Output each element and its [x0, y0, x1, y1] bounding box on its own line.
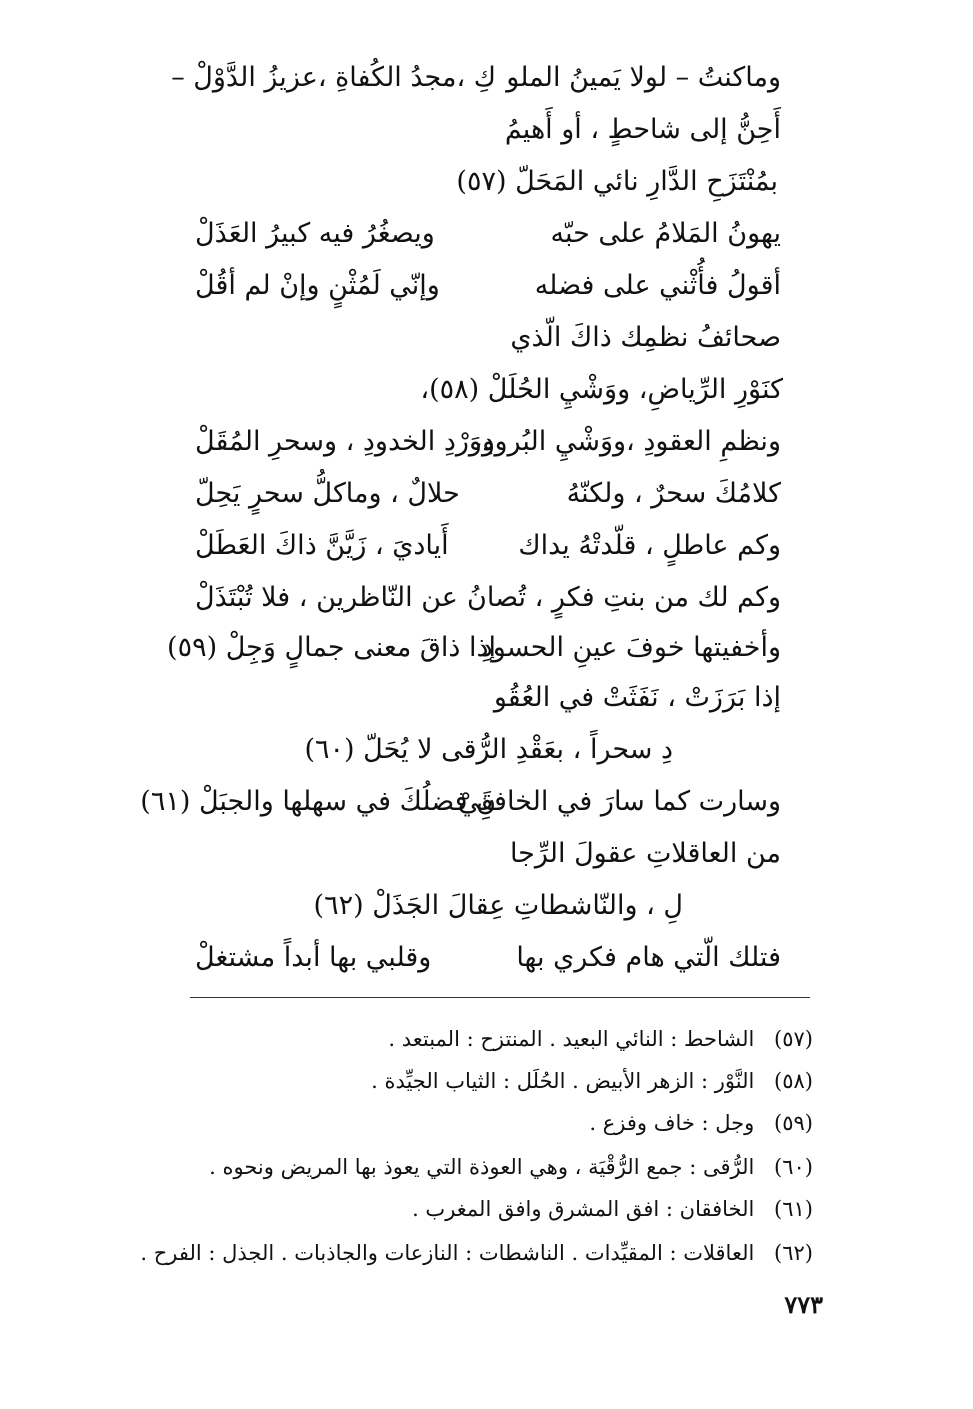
footnote-58 [93, 1064, 813, 1098]
verse-18-first-hemistich: فتلك الّتي هام فكري بها [516, 942, 781, 973]
verse-3 [188, 160, 778, 204]
footnote-number: (٥٨) [774, 1069, 813, 1093]
verse-9 [191, 472, 781, 516]
footnote-59 [93, 1106, 813, 1140]
verse-4-first-hemistich: يهونُ المَلامُ على حبّه [550, 218, 781, 249]
footnote-text: العاقلات : المقيِّدات . الناشطات : النازعات والجاذبات . الجذل : الفرح . [140, 1241, 755, 1265]
verse-12-first-hemistich: وأخفيتها خوفَ عينِ الحسودِ [480, 632, 781, 663]
verse-1 [171, 56, 781, 100]
verse-11-first-hemistich: وكم لك من بنتِ فكرٍ ، تُصانُ [467, 582, 781, 613]
verse-11 [191, 576, 781, 620]
footnote-57 [93, 1022, 813, 1056]
verse-15-first-hemistich: وسارت كما سارَ في الخافقَيْ [457, 786, 781, 817]
verse-15-second-hemistich: نِ فضلُكَ في سهلها والجبَلْ (٦١) [140, 786, 496, 817]
footnote-text: الخافقان : افق المشرق وافق المغرب . [412, 1197, 755, 1221]
verse-8-second-hemistich: ووَرْدِ الخدودِ ، وسحرِ المُقَلْ [195, 426, 496, 457]
verse-14 [83, 728, 673, 772]
verse-8 [191, 420, 781, 464]
page-number: ٧٧٣ [784, 1290, 823, 1319]
verse-13 [191, 676, 781, 720]
verse-10 [191, 524, 781, 568]
verse-5 [191, 264, 781, 308]
verse-9-first-hemistich: كلامُكَ سحرٌ ، ولكنّهُ [566, 478, 781, 509]
verse-4-second-hemistich: ويصغُرُ فيه كبيرُ العَذَلْ [195, 218, 435, 249]
verse-17 [93, 884, 683, 928]
verse-1-second-hemistich: كِ ،مجدُ الكُفاةِ ،عزيزُ الدَّوْلْ – [171, 62, 496, 93]
footnote-61 [93, 1192, 813, 1226]
verse-10-first-hemistich: وكم عاطلٍ ، قلّدتْهُ يداك [518, 530, 781, 561]
verse-2-text: أَحِنُّ إلى شاحطٍ ، أو أَهيمُ [504, 114, 781, 145]
verse-10-second-hemistich: أَياديَ ، زَيَّنَّ ذاكَ العَطَلْ [195, 530, 449, 561]
footnote-number: (٥٩) [774, 1111, 813, 1135]
verse-1-first-hemistich: وماكنتُ – لولا يَمينُ الملو [506, 62, 781, 93]
verse-13-text: إذا بَرَزَتْ ، نَفَثَتْ في العُقُو [493, 682, 781, 713]
verse-18-second-hemistich: وقلبي بها أبداً مشتغلْ [195, 942, 432, 973]
verse-6 [191, 316, 781, 360]
verse-7-text: كنَوْرِ الرِّياضِ، ووَشْيِ الحُلَلْ (٥٨)، [420, 374, 783, 405]
verse-5-second-hemistich: وإنّي لَمُثْنٍ وإنْ لم أقُلْ [195, 270, 440, 301]
footnote-text: الشاحط : النائي البعيد . المنتزح : المبتعد . [388, 1027, 755, 1051]
verse-14-text: دِ سحراً ، بعَقْدِ الرُّقى لا يُحَلّ (٦٠) [304, 734, 673, 765]
verse-15 [140, 780, 781, 824]
verse-11-second-hemistich: عن النّاظرين ، فلا تُبْتَذَلْ [195, 582, 458, 613]
verse-12 [167, 626, 781, 670]
verse-8-first-hemistich: ونظمِ العقودِ ،ووَشْيِ البُرودِ، [473, 426, 781, 457]
footnote-number: (٦٢) [774, 1241, 813, 1265]
verse-6-text: صحائفُ نظمِك ذاكَ الّذي [510, 322, 781, 353]
footnote-number: (٥٧) [774, 1027, 813, 1051]
footnote-62 [93, 1236, 813, 1270]
verse-18 [191, 936, 781, 980]
footnote-number: (٦٠) [774, 1155, 813, 1179]
verse-12-second-hemistich: إذا ذاقَ معنى جمالٍ وَجِلْ (٥٩) [167, 632, 496, 663]
verse-3-text: بمُنْتَزَحِ الدَّارِ نائي المَحَلّ (٥٧) [456, 166, 778, 197]
footnote-text: النَّوْر : الزهر الأبيض . الحُلَل : الثياب الجيِّدة . [371, 1069, 755, 1093]
footnote-number: (٦١) [774, 1197, 813, 1221]
verse-7 [193, 368, 783, 412]
verse-2 [191, 108, 781, 152]
verse-17-text: لِ ، والنّاشطاتِ عِقالَ الجَذَلْ (٦٢) [313, 890, 683, 921]
verse-9-second-hemistich: حلالٌ ، وماكلُّ سحرٍ يَحِلّ [195, 478, 460, 509]
verse-4 [191, 212, 781, 256]
verse-16-text: من العاقلاتِ عقولَ الرِّجا [509, 838, 781, 869]
footnote-text: وجل : خاف وفزع . [589, 1111, 755, 1135]
verse-16 [191, 832, 781, 876]
footnote-text: الرُّقى : جمع الرُّقْيَة ، وهي العوذة التي يعوذ بها المريض ونحوه . [209, 1155, 755, 1179]
footnote-60 [93, 1150, 813, 1184]
verse-5-first-hemistich: أقولُ فأُثْني على فضله [534, 270, 781, 301]
footnote-separator [190, 997, 810, 998]
